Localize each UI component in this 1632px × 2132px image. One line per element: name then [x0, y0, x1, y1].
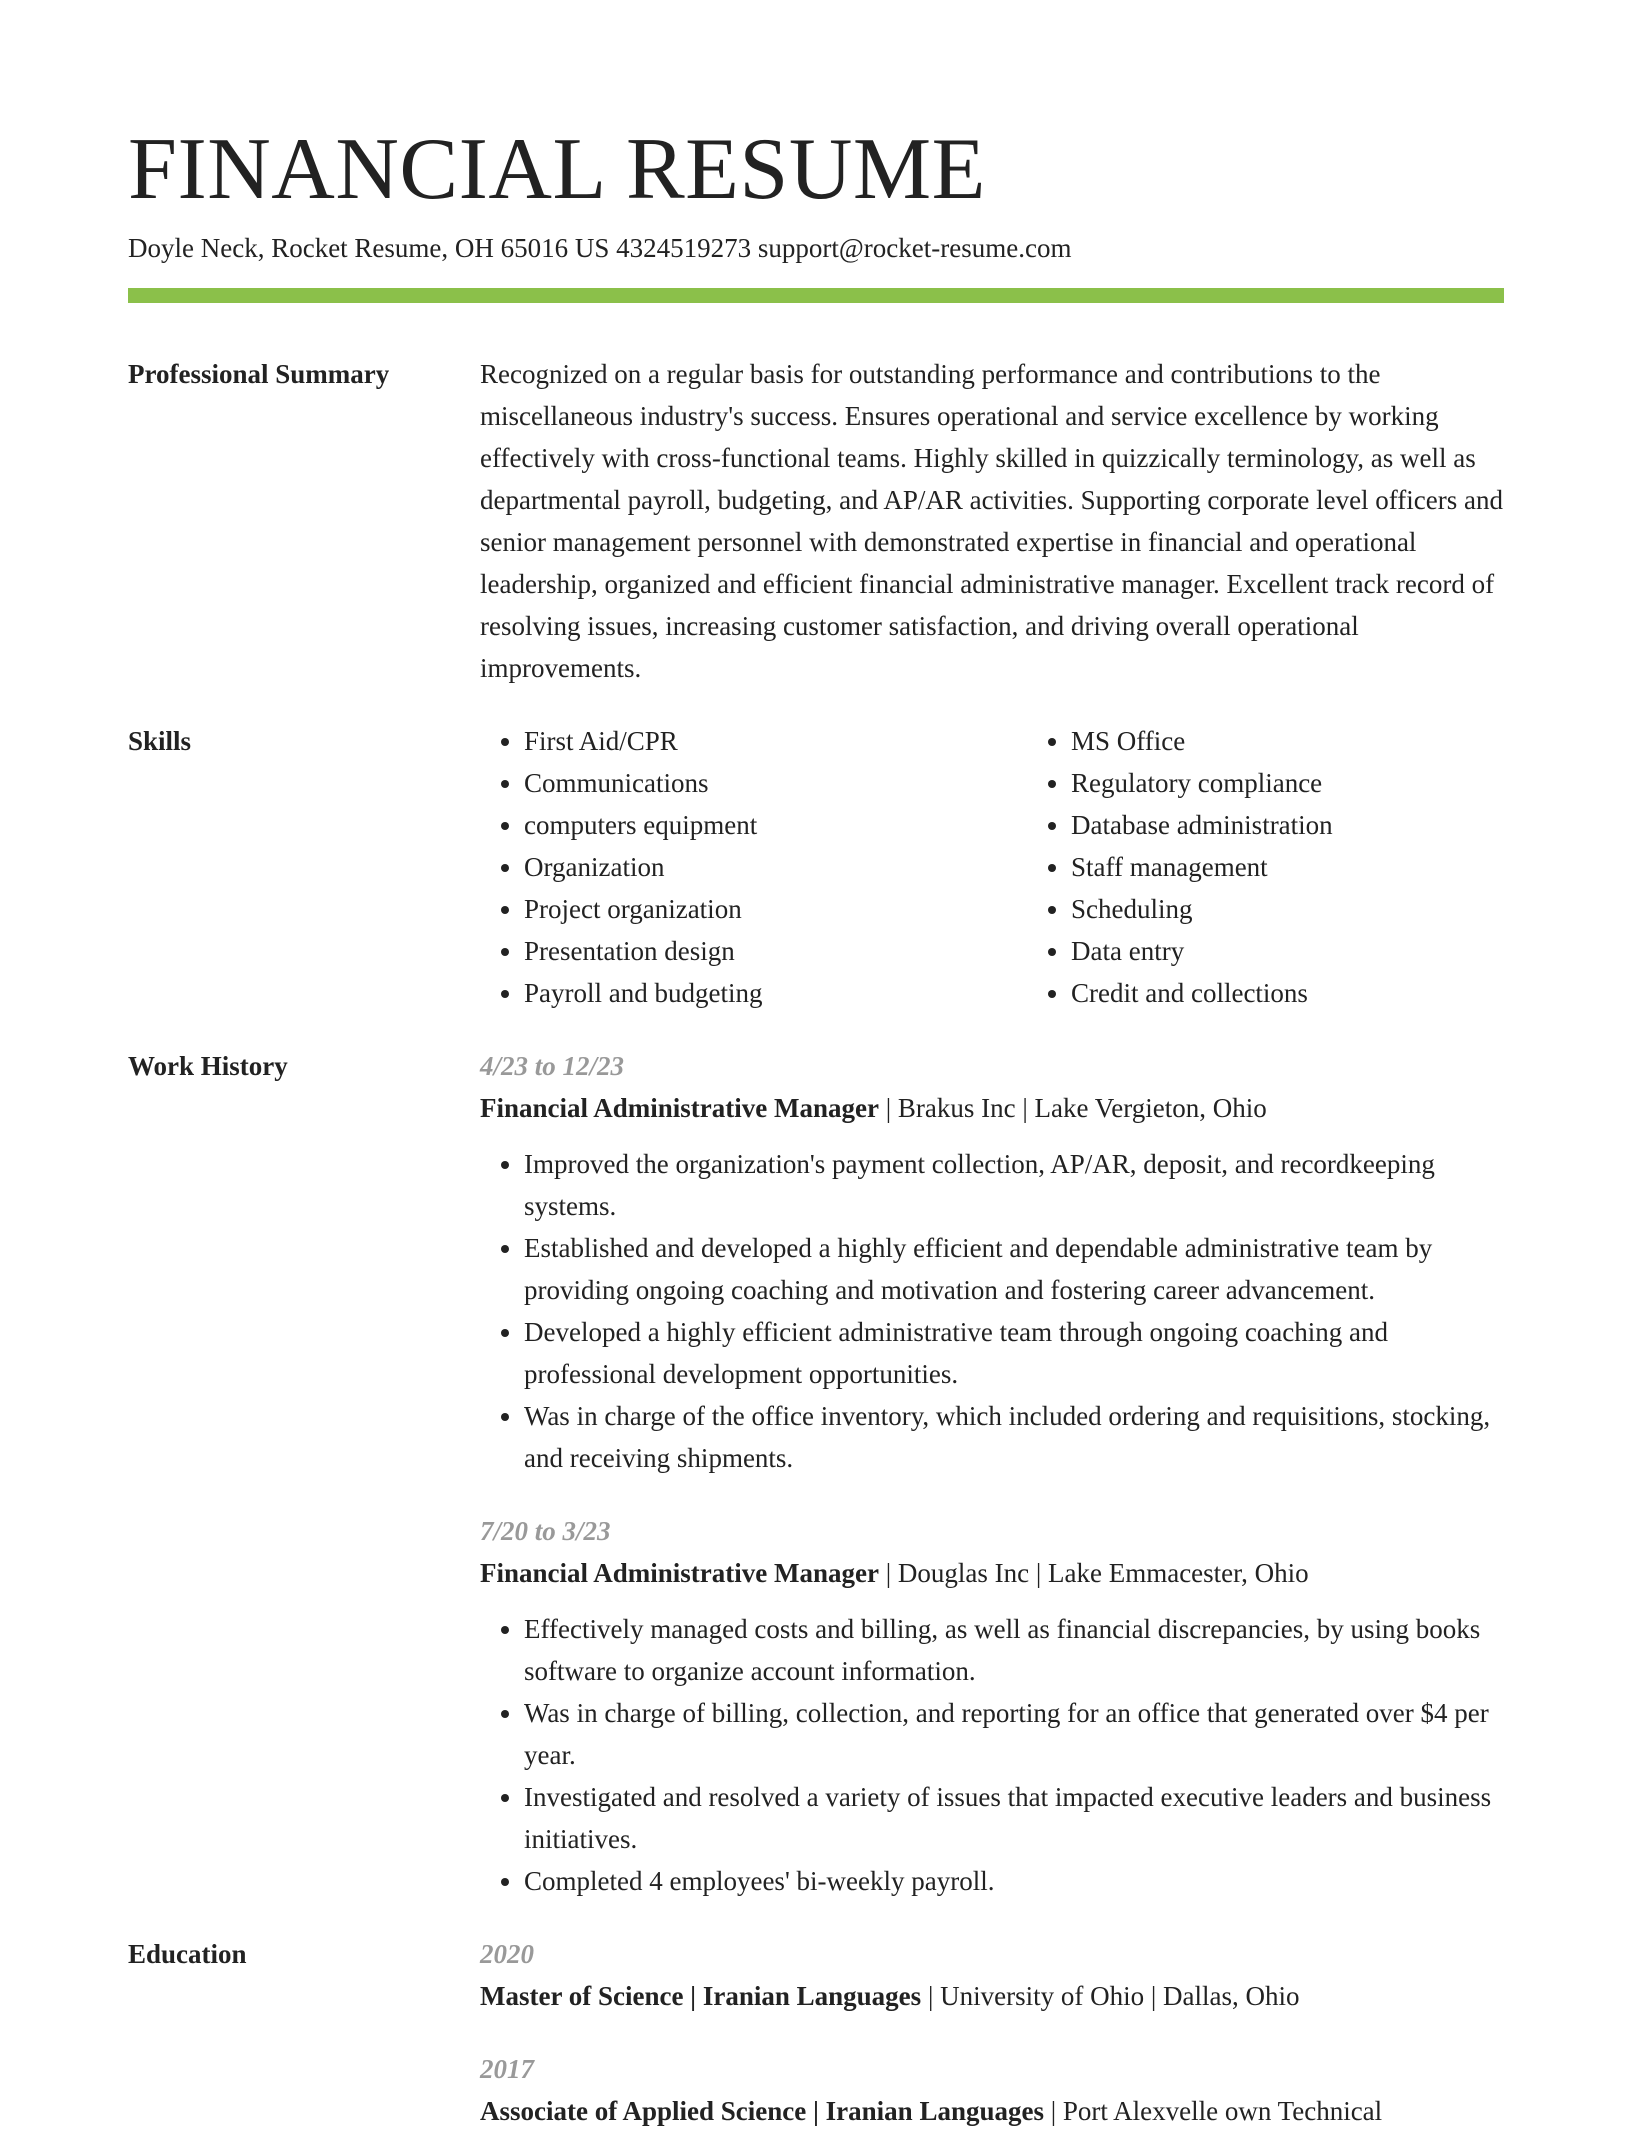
summary-text: Recognized on a regular basis for outstanding performance and contributions to the miscellaneous industry's success. Ensures operational and service excellence by working effectively with cross-functional teams. Highly skilled in quizzically terminology, as well as departmental payroll, budgeting, and AP/AR activities. Supporting corporate level officers and senior management personnel with demonstrated expertise in financial and operational leadership, organized and efficient financial administrative manager. Excellent track record of resolving issues, increasing customer satisfaction, and driving overall operational improvements.: [480, 359, 1503, 683]
education-year: 2017: [480, 2054, 534, 2084]
work-body: [480, 1045, 1504, 1902]
skill-item: • Scheduling: [1071, 888, 1574, 930]
school-location: | University of Ohio | Dallas, Ohio: [921, 1981, 1300, 2011]
job-entry: [480, 1510, 1504, 1902]
job-bullet: • Investigated and resolved a variety of issues that impacted executive leaders and business initiatives.: [524, 1776, 1504, 1860]
skills-list-right: [1027, 720, 1574, 1014]
job-company-location: | Brakus Inc | Lake Vergieton, Ohio: [878, 1093, 1267, 1123]
education-year: 2020: [480, 1939, 534, 1969]
job-title: Financial Administrative Manager: [480, 1093, 879, 1123]
summary-section: [128, 353, 1504, 689]
education-body: [480, 1933, 1504, 2132]
resume-title: FINANCIAL RESUME: [128, 121, 986, 218]
job-company-location: | Douglas Inc | Lake Emmacester, Ohio: [878, 1558, 1309, 1588]
skill-item: • First Aid/CPR: [524, 720, 1027, 762]
section-label-skills: Skills: [128, 726, 192, 756]
skills-section: [128, 720, 1504, 1014]
job-bullet: • Effectively managed costs and billing, as well as financial discrepancies, by using books software to organize account information.: [524, 1608, 1504, 1692]
skill-item: • MS Office: [1071, 720, 1574, 762]
education-entry: [480, 1933, 1504, 2017]
job-bullet: • Established and developed a highly efficient and dependable administrative team by providing ongoing coaching and motivation and fostering career advancement.: [524, 1227, 1504, 1311]
resume-page: [128, 120, 1504, 2132]
skill-item: • Project organization: [524, 888, 1027, 930]
degree-name: Associate of Applied Science | Iranian Languages: [480, 2096, 1044, 2126]
job-bullet: • Improved the organization's payment collection, AP/AR, deposit, and recordkeeping systems.: [524, 1143, 1504, 1227]
job-bullets: [480, 1143, 1504, 1479]
section-label-work: Work History: [128, 1051, 288, 1081]
job-bullet: • Developed a highly efficient administrative team through ongoing coaching and professional development opportunities.: [524, 1311, 1504, 1395]
summary-body: [480, 353, 1504, 689]
school-location: | Port Alexvelle own Technical: [1043, 2096, 1383, 2126]
education-entry: [480, 2048, 1504, 2132]
skill-item: • Regulatory compliance: [1071, 762, 1574, 804]
contact-line: Doyle Neck, Rocket Resume, OH 65016 US 4324519273 support@rocket-resume.com: [128, 233, 1072, 263]
education-heading: [480, 2090, 1504, 2132]
job-heading: [480, 1087, 1504, 1129]
job-heading: [480, 1552, 1504, 1594]
skill-item: • Presentation design: [524, 930, 1027, 972]
section-label-summary: Professional Summary: [128, 359, 390, 389]
job-bullet: • Completed 4 employees' bi-weekly payroll.: [524, 1860, 1504, 1902]
skill-item: • Staff management: [1071, 846, 1574, 888]
skill-item: • Credit and collections: [1071, 972, 1574, 1014]
job-dates: 7/20 to 3/23: [480, 1516, 611, 1546]
accent-divider: [128, 288, 1504, 303]
work-history-section: [128, 1045, 1504, 1902]
skill-item: • computers equipment: [524, 804, 1027, 846]
skill-item: • Communications: [524, 762, 1027, 804]
skill-item: • Organization: [524, 846, 1027, 888]
skill-item: • Payroll and budgeting: [524, 972, 1027, 1014]
section-label-education: Education: [128, 1939, 247, 1969]
education-heading: [480, 1975, 1504, 2017]
job-dates: 4/23 to 12/23: [480, 1051, 625, 1081]
skills-list-left: [480, 720, 1027, 1014]
job-bullet: • Was in charge of billing, collection, and reporting for an office that generated over $4 per year.: [524, 1692, 1504, 1776]
job-title: Financial Administrative Manager: [480, 1558, 879, 1588]
education-section: [128, 1933, 1504, 2132]
job-bullet: • Was in charge of the office inventory, which included ordering and requisitions, stocking, and receiving shipments.: [524, 1395, 1504, 1479]
skills-body: [480, 720, 1574, 1014]
skill-item: • Database administration: [1071, 804, 1574, 846]
degree-name: Master of Science | Iranian Languages: [480, 1981, 922, 2011]
job-entry: [480, 1045, 1504, 1479]
skill-item: • Data entry: [1071, 930, 1574, 972]
job-bullets: [480, 1608, 1504, 1902]
